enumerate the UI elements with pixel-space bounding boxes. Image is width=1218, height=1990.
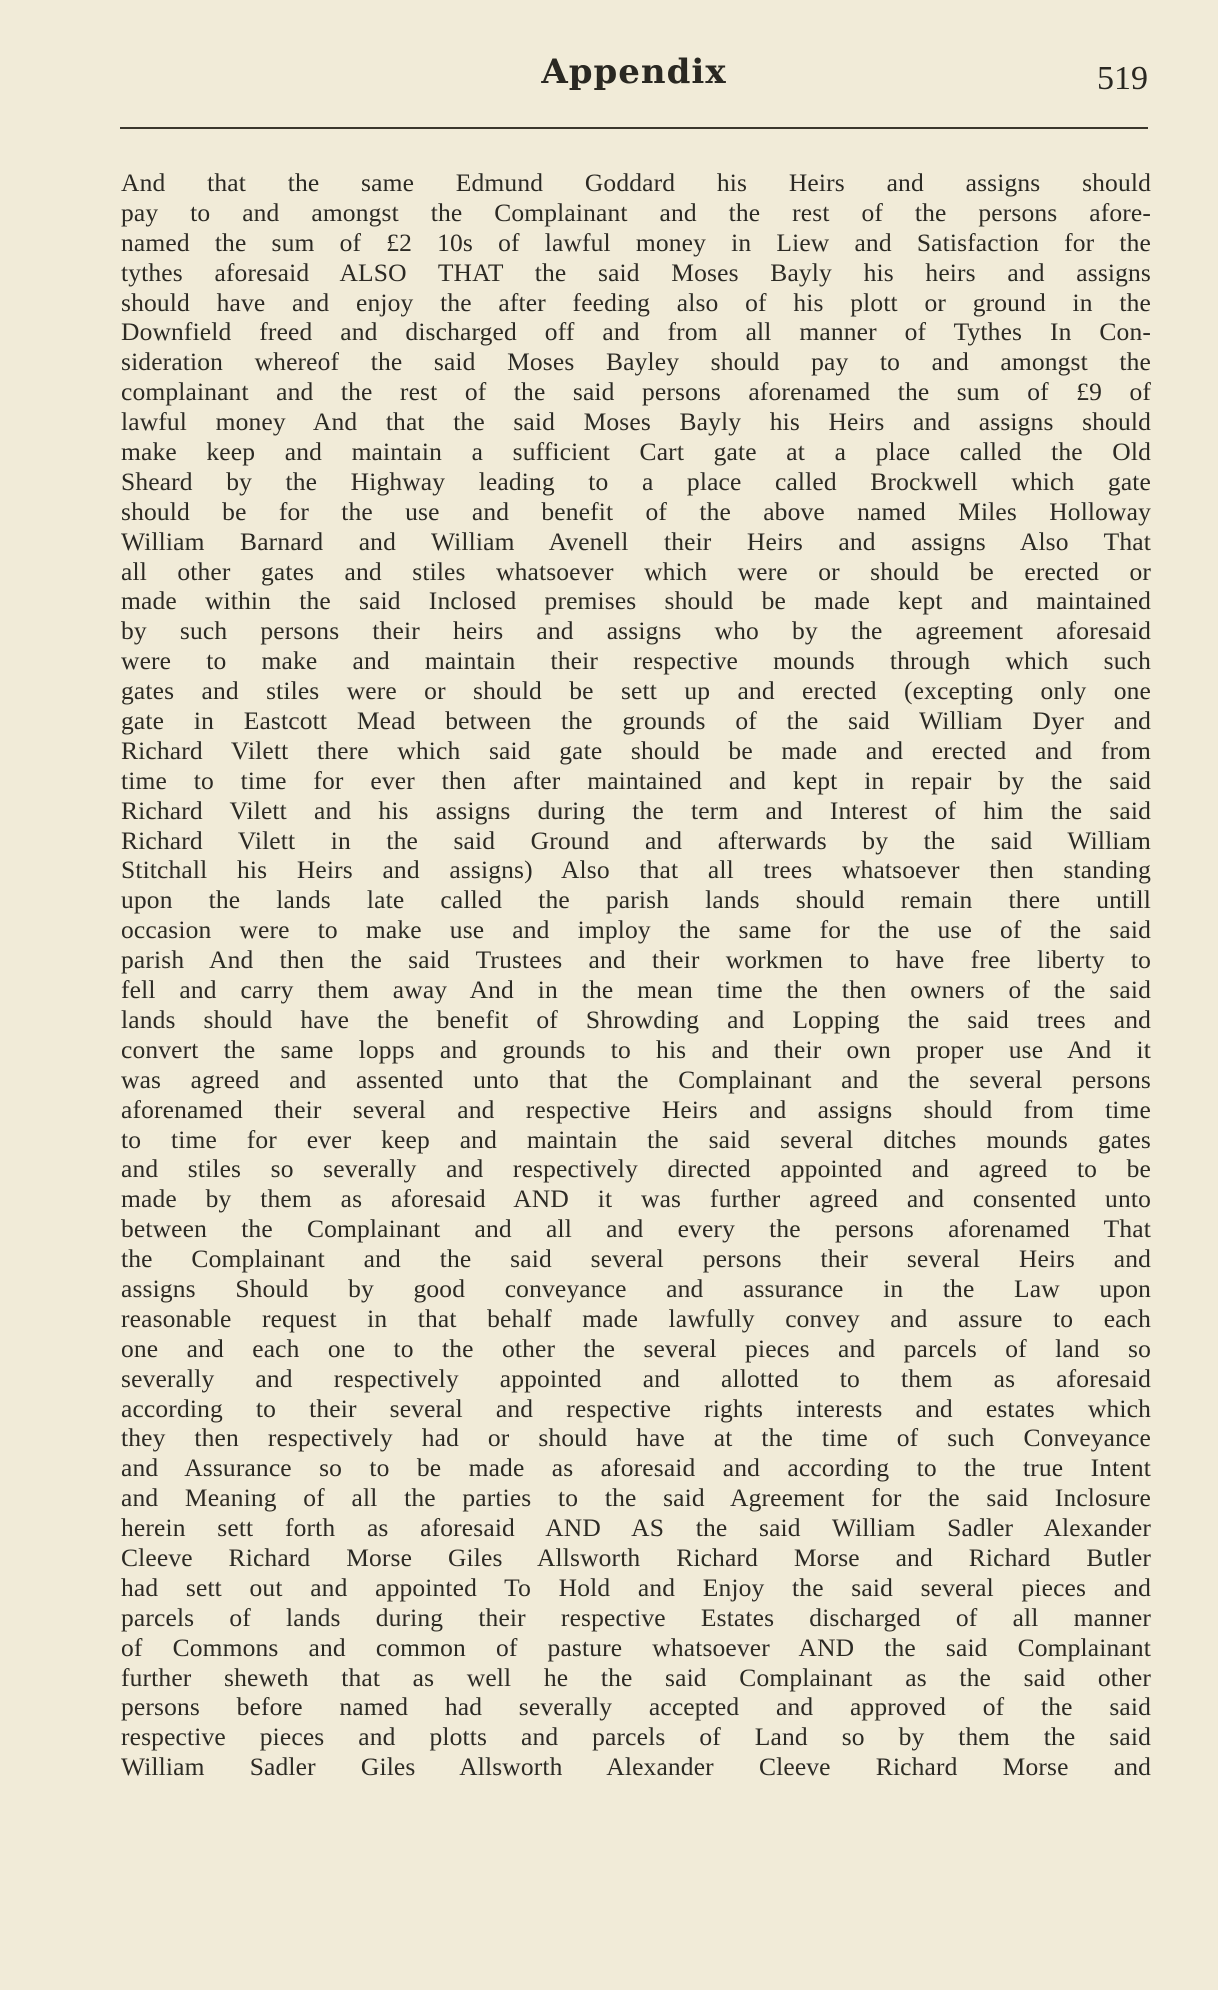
text-line: had sett out and appointed To Hold and Enjoy the said several pieces and [121,1572,1151,1602]
text-line: parcels of lands during their respective Estates discharged of all manner [121,1602,1151,1632]
text-line: make keep and maintain a sufficient Cart gate at a place called the Old [121,437,1151,467]
text-line: further sheweth that as well he the said Complainant as the said other [121,1662,1151,1692]
text-line: sideration whereof the said Moses Bayley should pay to and amongst the [121,347,1151,377]
text-line: fell and carry them away And in the mean time the then owners of the said [121,975,1151,1005]
text-line: time to time for ever then after maintained and kept in repair by the said [121,765,1151,795]
text-line: Richard Vilett and his assigns during the term and Interest of him the said [121,795,1151,825]
text-line: the Complainant and the said several persons their several Heirs and [121,1244,1151,1274]
text-line: herein sett forth as aforesaid AND AS the said William Sadler Alexander [121,1513,1151,1543]
text-line: assigns Should by good conveyance and assurance in the Law upon [121,1273,1151,1303]
text-line: Richard Vilett there which said gate should be made and erected and from [121,735,1151,765]
text-line: and Assurance so to be made as aforesaid and according to the true Intent [121,1453,1151,1483]
text-line: William Barnard and William Avenell their Heirs and assigns Also That [121,526,1151,556]
text-line: convert the same lopps and grounds to his and their own proper use And it [121,1034,1151,1064]
header-rule [120,127,1148,129]
text-line: all other gates and stiles whatsoever which were or should be erected or [121,556,1151,586]
text-line: between the Complainant and all and every the persons aforenamed That [121,1214,1151,1244]
text-line: lawful money And that the said Moses Bayly his Heirs and assigns should [121,407,1151,437]
page-header [120,40,1148,135]
text-line: upon the lands late called the parish lands should remain there untill [121,885,1151,915]
text-line: pay to and amongst the Complainant and the rest of the persons afore- [121,197,1151,227]
text-line: made by them as aforesaid AND it was further agreed and consented unto [121,1184,1151,1214]
text-line: according to their several and respective rights interests and estates which [121,1393,1151,1423]
text-line: respective pieces and plotts and parcels of Land so by them the said [121,1722,1151,1752]
running-title: Appendix [541,52,727,92]
text-line: one and each one to the other the several pieces and parcels of land so [121,1333,1151,1363]
text-line: tythes aforesaid ALSO THAT the said Moses Bayly his heirs and assigns [121,257,1151,287]
text-line: of Commons and common of pasture whatsoever AND the said Complainant [121,1632,1151,1662]
text-line: were to make and maintain their respective mounds through which such [121,646,1151,676]
text-line: Downfield freed and discharged off and from all manner of Tythes In Con- [121,317,1151,347]
text-line: And that the same Edmund Goddard his Heirs and assigns should [121,168,1151,197]
text-line: made within the said Inclosed premises should be made kept and maintained [121,586,1151,616]
text-line: reasonable request in that behalf made lawfully convey and assure to each [121,1303,1151,1333]
text-line: William Sadler Giles Allsworth Alexander Cleeve Richard Morse and [121,1752,1151,1782]
page-number: 519 [1097,60,1148,97]
text-line: Sheard by the Highway leading to a place called Brockwell which gate [121,466,1151,496]
text-line: Stitchall his Heirs and assigns) Also that all trees whatsoever then standing [121,855,1151,885]
text-line: parish And then the said Trustees and their workmen to have free liberty to [121,945,1151,975]
text-line: severally and respectively appointed and allotted to them as aforesaid [121,1363,1151,1393]
text-line: aforenamed their several and respective Heirs and assigns should from time [121,1094,1151,1124]
text-line: by such persons their heirs and assigns who by the agreement aforesaid [121,616,1151,646]
text-line: occasion were to make use and imploy the same for the use of the said [121,915,1151,945]
text-line: should be for the use and benefit of the above named Miles Holloway [121,496,1151,526]
text-line: lands should have the benefit of Shrowding and Lopping the said trees and [121,1004,1151,1034]
text-line: was agreed and assented unto that the Complainant and the several persons [121,1064,1151,1094]
text-line: named the sum of £2 10s of lawful money in Liew and Satisfaction for the [121,227,1151,257]
text-line: gates and stiles were or should be sett up and erected (excepting only one [121,676,1151,706]
text-line: gate in Eastcott Mead between the grounds of the said William Dyer and [121,706,1151,736]
text-line: Cleeve Richard Morse Giles Allsworth Richard Morse and Richard Butler [121,1542,1151,1572]
text-line: and stiles so severally and respectively directed appointed and agreed to be [121,1154,1151,1184]
text-line: should have and enjoy the after feeding also of his plott or ground in the [121,287,1151,317]
text-line: they then respectively had or should have at the time of such Conveyance [121,1423,1151,1453]
text-line: complainant and the rest of the said persons aforenamed the sum of £9 of [121,377,1151,407]
text-line: Richard Vilett in the said Ground and afterwards by the said William [121,825,1151,855]
body-text [121,168,1151,1782]
text-line: persons before named had severally accepted and approved of the said [121,1692,1151,1722]
text-line: to time for ever keep and maintain the said several ditches mounds gates [121,1124,1151,1154]
text-line: and Meaning of all the parties to the said Agreement for the said Inclosure [121,1483,1151,1513]
